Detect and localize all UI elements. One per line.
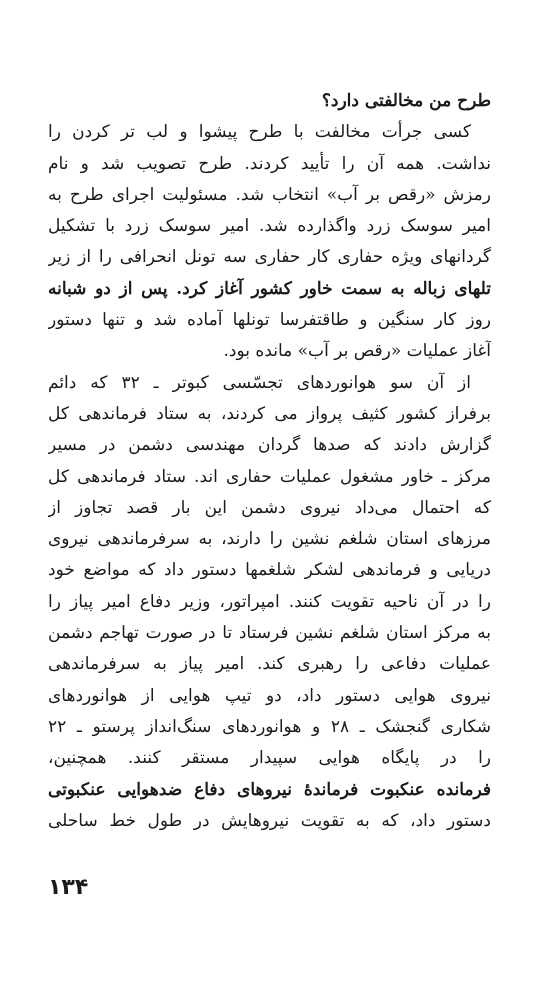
text-line: طرح من مخالفتی دارد؟ <box>321 91 491 111</box>
text-line: که احتمال می‌داد نیروی دشمن این بار قصد تجاوز از <box>48 497 491 518</box>
text-line: روز کار سنگین و طاقتفرسا تونلها آماده شد و تنها دستور <box>48 310 491 331</box>
text-line: گزارش دادند که صدها گردان مهندسی دشمن در مسیر <box>48 435 491 456</box>
text-line: گردانهای ویژه حفاری کار حفاری سه تونل انحرافی را از زیر <box>48 247 491 268</box>
text-line: رمزش «رقص بر آب» انتخاب شد. مسئولیت اجرای طرح به <box>48 184 491 205</box>
text-line: فرمانده عنکبوت فرماندهٔ نیروهای دفاع ضدهوایی عنکبوتی <box>48 779 491 800</box>
text-line: مرزهای استان شلغم نشین را دارند، به سرفرماندهی نیروی <box>48 529 491 550</box>
body-text <box>48 86 491 837</box>
page-number: ۱۳۴ <box>48 875 89 900</box>
text-line: عملیات دفاعی را رهبری کند. امیر پیاز به سرفرماندهی <box>48 654 491 675</box>
text-line: تلهای زباله به سمت خاور کشور آغاز کرد. پس از دو شبانه <box>48 278 491 299</box>
text-line: را در آن ناحیه تقویت کنند. امپراتور، وزیر دفاع امیر پیاز را <box>48 591 491 612</box>
text-line: دریایی و فرماندهی لشکر شلغمها دستور داد که مواضع خود <box>48 560 491 581</box>
text-line: دستور داد، که به تقویت نیروهایش در طول خط ساحلی <box>48 810 491 831</box>
text-line: برفراز کشور کثیف پرواز می کردند، به ستاد فرماندهی کل <box>48 403 491 424</box>
text-line: از آن سو هوانوردهای تجسّسی کبوتر ـ ۳۲ که دائم <box>48 372 471 393</box>
text-line: نداشت. همه آن را تأیید کردند. طرح تصویب شد و نام <box>48 153 491 174</box>
text-line: به مرکز استان شلغم نشین فرستاد تا در صورت تهاجم دشمن <box>48 623 491 644</box>
text-line: کسی جرأت مخالفت با طرح پیشوا و لب تر کردن را <box>48 122 471 143</box>
text-line: را در پایگاه هوایی سپیدار مستقر کنند. همچنین، <box>48 748 491 769</box>
text-line: امیر سوسک زرد واگذارده شد. امیر سوسک زرد با تشکیل <box>48 216 491 237</box>
text-line: شکاری گنجشک ـ ۲۸ و هوانوردهای سنگ‌انداز پرستو ـ ۲۲ <box>48 716 491 737</box>
text-line: آغاز عملیات «رقص بر آب» مانده بود. <box>223 341 491 362</box>
text-line: نیروی هوایی دستور داد، دو تیپ هوایی از هوانوردهای <box>48 685 491 706</box>
text-line: مرکز ـ خاور مشغول عملیات حفاری اند. ستاد فرماندهی کل <box>48 466 491 487</box>
